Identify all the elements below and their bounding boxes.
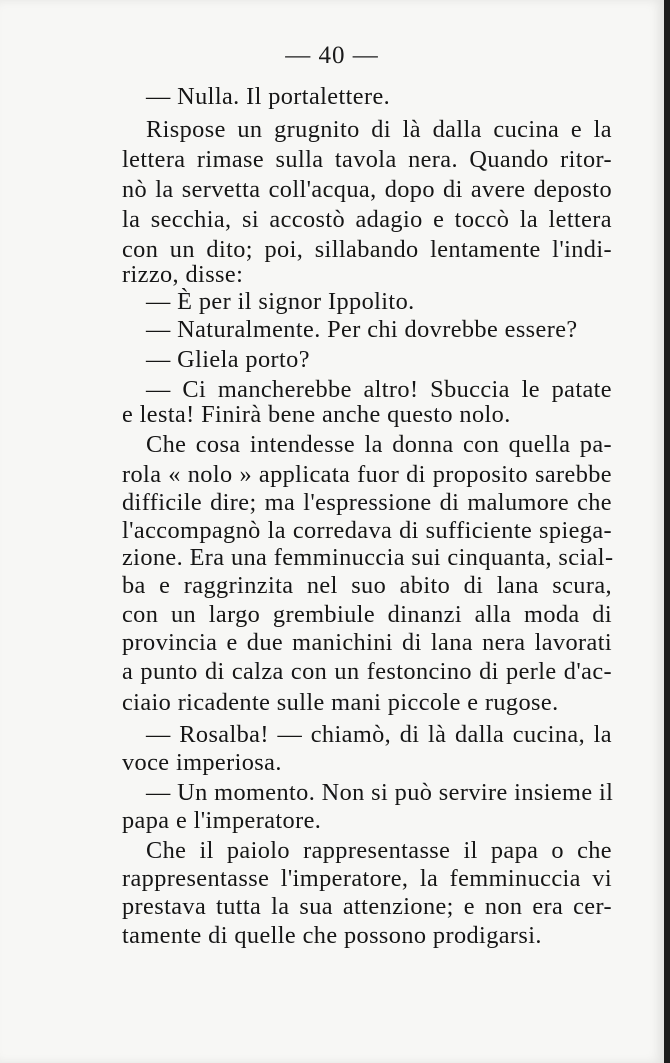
text-line: — Rosalba! — chiamò, di là dalla cucina, la — [146, 721, 612, 748]
text-line: Che il paiolo rappresentasse il papa o che — [146, 837, 612, 864]
text-line: prestava tutta la sua attenzione; e non era cer- — [122, 893, 612, 920]
text-line: rola « nolo » applicata fuor di proposito sarebbe — [122, 461, 612, 488]
text-line: — Ci mancherebbe altro! Sbuccia le patate — [146, 376, 612, 403]
text-line: — Gliela porto? — [146, 346, 310, 373]
text-line: a punto di calza con un festoncino di perle d'ac- — [122, 658, 612, 685]
text-line: difficile dire; ma l'espressione di malumore che — [122, 489, 612, 516]
text-line: rizzo, disse: — [122, 261, 244, 288]
page-edge-shadow — [664, 0, 670, 1063]
text-line: rappresentasse l'imperatore, la femminuccia vi — [122, 865, 612, 892]
text-line: l'accompagnò la corredava di sufficiente spiega- — [122, 517, 612, 544]
text-line: ba e raggrinzita nel suo abito di lana scura, — [122, 572, 612, 599]
text-line: provincia e due manichini di lana nera lavorati — [122, 629, 612, 656]
text-line: ciaio ricadente sulle mani piccole e rugose. — [122, 689, 559, 716]
text-line: lettera rimase sulla tavola nera. Quando ritor- — [122, 146, 612, 173]
text-line: Rispose un grugnito di là dalla cucina e la — [146, 116, 612, 143]
text-line: — Un momento. Non si può servire insieme il — [146, 779, 614, 806]
text-line: Che cosa intendesse la donna con quella pa- — [146, 431, 612, 458]
text-line: la secchia, si accostò adagio e toccò la lettera — [122, 206, 612, 233]
text-line: tamente di quelle che possono prodigarsi. — [122, 922, 542, 949]
text-line: — Nulla. Il portalettere. — [146, 83, 391, 110]
text-line: e lesta! Finirà bene anche questo nolo. — [122, 401, 511, 428]
text-line: con un largo grembiule dinanzi alla moda di — [122, 601, 612, 628]
text-line: voce imperiosa. — [122, 749, 282, 776]
text-line: — Naturalmente. Per chi dovrebbe essere? — [146, 316, 578, 343]
text-line: nò la servetta coll'acqua, dopo di avere deposto — [122, 176, 612, 203]
text-line: — È per il signor Ippolito. — [146, 288, 415, 315]
page-number: — 40 — — [285, 42, 379, 69]
text-line: papa e l'imperatore. — [122, 807, 322, 834]
text-line: zione. Era una femminuccia sui cinquanta, scial- — [122, 544, 614, 571]
text-line: con un dito; poi, sillabando lentamente l'indi- — [122, 236, 612, 263]
